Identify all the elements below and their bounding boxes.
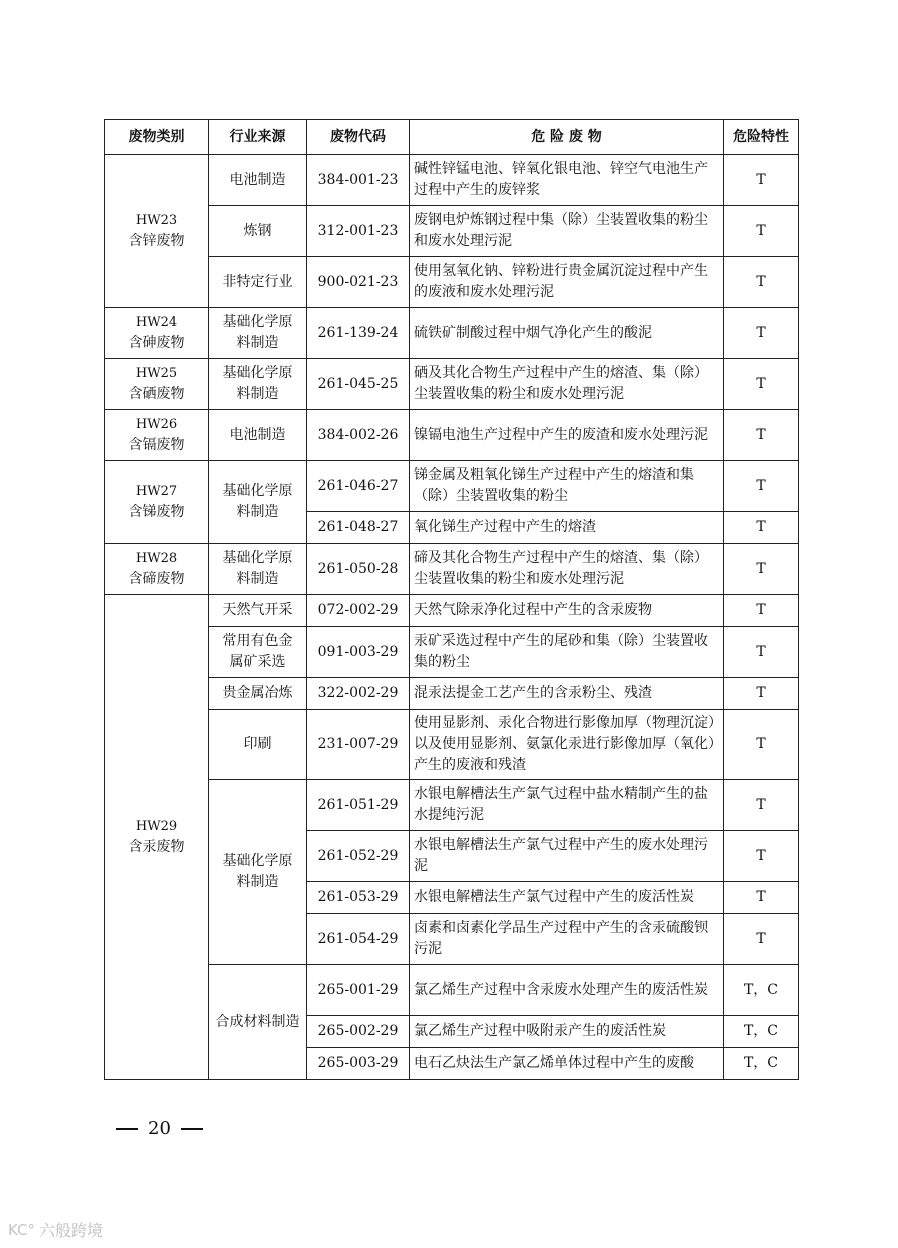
category-cell	[105, 544, 209, 595]
table-row	[105, 627, 799, 678]
waste-code: 231-007-29	[307, 710, 410, 780]
source-cell: 合成材料制造	[209, 965, 307, 1080]
hazard-property: T	[724, 206, 799, 257]
waste-code: 384-001-23	[307, 155, 410, 206]
source-line: 料制造	[236, 571, 279, 587]
waste-code: 312-001-23	[307, 206, 410, 257]
waste-code: 261-045-25	[307, 359, 410, 410]
source-cell	[209, 780, 307, 965]
hazard-property: T	[724, 678, 799, 710]
table-header-row	[105, 120, 799, 155]
source-line: 基础化学原	[222, 483, 293, 499]
waste-code: 261-052-29	[307, 831, 410, 882]
header-industry-source: 行业来源	[209, 120, 307, 155]
waste-code: 265-001-29	[307, 965, 410, 1016]
header-waste-code: 废物代码	[307, 120, 410, 155]
source-cell: 电池制造	[209, 410, 307, 461]
waste-code: 091-003-29	[307, 627, 410, 678]
hazard-property: T	[724, 155, 799, 206]
waste-code: 265-003-29	[307, 1048, 410, 1080]
table-row	[105, 359, 799, 410]
waste-code: 261-046-27	[307, 461, 410, 512]
waste-description: 镍镉电池生产过程中产生的废渣和废水处理污泥	[410, 410, 724, 461]
waste-description: 硒及其化合物生产过程中产生的熔渣、集（除）尘装置收集的粉尘和废水处理污泥	[410, 359, 724, 410]
table-row	[105, 710, 799, 780]
table-row	[105, 308, 799, 359]
category-code: HW25	[135, 366, 178, 381]
waste-code: 072-002-29	[307, 595, 410, 627]
source-line: 料制造	[236, 874, 279, 890]
page-number: 20	[148, 1118, 171, 1139]
table-row	[105, 206, 799, 257]
hazard-property: T	[724, 257, 799, 308]
category-name: 含锌废物	[128, 233, 185, 249]
source-cell: 天然气开采	[209, 595, 307, 627]
category-code: HW28	[135, 551, 178, 566]
table-row	[105, 780, 799, 831]
category-code: HW27	[135, 484, 178, 499]
category-name: 含锑废物	[128, 504, 185, 520]
source-cell	[209, 359, 307, 410]
hazard-property: T	[724, 595, 799, 627]
category-cell	[105, 410, 209, 461]
source-cell: 贵金属冶炼	[209, 678, 307, 710]
waste-description: 氯乙烯生产过程中吸附汞产生的废活性炭	[410, 1016, 724, 1048]
hazard-property: T	[724, 780, 799, 831]
waste-description: 天然气除汞净化过程中产生的含汞废物	[410, 595, 724, 627]
table-row	[105, 678, 799, 710]
source-cell: 电池制造	[209, 155, 307, 206]
waste-description: 水银电解槽法生产氯气过程中产生的废水处理污泥	[410, 831, 724, 882]
hazard-property: T	[724, 410, 799, 461]
waste-description: 混汞法提金工艺产生的含汞粉尘、残渣	[410, 678, 724, 710]
waste-description: 氯乙烯生产过程中含汞废水处理产生的废活性炭	[410, 965, 724, 1016]
category-code: HW23	[135, 213, 178, 228]
source-line: 属矿采选	[229, 654, 286, 670]
waste-description: 水银电解槽法生产氯气过程中产生的废活性炭	[410, 882, 724, 914]
watermark-text: 六般跨境	[39, 1221, 104, 1240]
table-row	[105, 544, 799, 595]
source-line: 料制造	[236, 335, 279, 351]
hazard-property: T	[724, 627, 799, 678]
waste-description: 锑金属及粗氧化锑生产过程中产生的熔渣和集（除）尘装置收集的粉尘	[410, 461, 724, 512]
category-name: 含碲废物	[128, 571, 185, 587]
waste-code: 261-054-29	[307, 914, 410, 965]
source-line: 基础化学原	[222, 365, 293, 381]
category-cell	[105, 359, 209, 410]
category-name: 含砷废物	[128, 335, 185, 351]
category-name: 含硒废物	[128, 386, 185, 402]
source-line: 料制造	[236, 386, 279, 402]
category-cell	[105, 595, 209, 1080]
hazard-property: T	[724, 882, 799, 914]
source-cell	[209, 627, 307, 678]
waste-description: 氧化锑生产过程中产生的熔渣	[410, 512, 724, 544]
footer-dash-right	[181, 1128, 203, 1130]
hazard-property: T	[724, 710, 799, 780]
header-hazardous-waste: 危 险 废 物	[410, 120, 724, 155]
hazard-property: T，C	[724, 1048, 799, 1080]
table-row	[105, 410, 799, 461]
waste-code: 261-048-27	[307, 512, 410, 544]
waste-description: 卤素和卤素化学品生产过程中产生的含汞硫酸钡污泥	[410, 914, 724, 965]
table-row	[105, 461, 799, 512]
hazard-property: T	[724, 308, 799, 359]
waste-code: 384-002-26	[307, 410, 410, 461]
footer-dash-left	[116, 1128, 138, 1130]
table-row	[105, 965, 799, 1016]
category-cell	[105, 155, 209, 308]
page-footer	[116, 1118, 203, 1139]
waste-code: 261-053-29	[307, 882, 410, 914]
hazardous-waste-table	[104, 119, 799, 1080]
hazard-property: T，C	[724, 965, 799, 1016]
source-cell: 炼钢	[209, 206, 307, 257]
waste-code: 261-139-24	[307, 308, 410, 359]
waste-description: 水银电解槽法生产氯气过程中盐水精制产生的盐水提纯污泥	[410, 780, 724, 831]
waste-code: 900-021-23	[307, 257, 410, 308]
waste-description: 废钢电炉炼钢过程中集（除）尘装置收集的粉尘和废水处理污泥	[410, 206, 724, 257]
source-line: 常用有色金	[222, 633, 293, 649]
table-row	[105, 257, 799, 308]
waste-description: 碲及其化合物生产过程中产生的熔渣、集（除）尘装置收集的粉尘和废水处理污泥	[410, 544, 724, 595]
category-cell	[105, 461, 209, 544]
hazard-property: T	[724, 544, 799, 595]
source-cell	[209, 461, 307, 544]
category-code: HW29	[135, 819, 178, 834]
waste-description: 使用显影剂、汞化合物进行影像加厚（物理沉淀）以及使用显影剂、氨氯化汞进行影像加厚（氧化）产生的废液和残渣	[410, 710, 724, 780]
header-hazard-property: 危险特性	[724, 120, 799, 155]
hazard-property: T	[724, 914, 799, 965]
source-line: 基础化学原	[222, 853, 293, 869]
waste-description: 硫铁矿制酸过程中烟气净化产生的酸泥	[410, 308, 724, 359]
source-cell	[209, 308, 307, 359]
table-row	[105, 595, 799, 627]
source-line: 基础化学原	[222, 550, 293, 566]
waste-code: 261-051-29	[307, 780, 410, 831]
source-cell	[209, 544, 307, 595]
category-cell	[105, 308, 209, 359]
category-code: HW24	[135, 315, 178, 330]
header-waste-category: 废物类别	[105, 120, 209, 155]
watermark-logo: KC°	[8, 1220, 35, 1239]
waste-code: 265-002-29	[307, 1016, 410, 1048]
hazard-property: T	[724, 512, 799, 544]
waste-description: 使用氢氧化钠、锌粉进行贵金属沉淀过程中产生的废液和废水处理污泥	[410, 257, 724, 308]
source-cell: 印刷	[209, 710, 307, 780]
watermark	[8, 1218, 103, 1241]
hazard-property: T	[724, 359, 799, 410]
waste-code: 322-002-29	[307, 678, 410, 710]
category-name: 含汞废物	[128, 839, 185, 855]
table-row	[105, 155, 799, 206]
waste-description: 汞矿采选过程中产生的尾砂和集（除）尘装置收集的粉尘	[410, 627, 724, 678]
waste-description: 电石乙炔法生产氯乙烯单体过程中产生的废酸	[410, 1048, 724, 1080]
hazard-property: T	[724, 461, 799, 512]
waste-description: 碱性锌锰电池、锌氧化银电池、锌空气电池生产过程中产生的废锌浆	[410, 155, 724, 206]
category-name: 含镉废物	[128, 437, 185, 453]
waste-code: 261-050-28	[307, 544, 410, 595]
source-line: 基础化学原	[222, 314, 293, 330]
source-line: 料制造	[236, 504, 279, 520]
source-cell: 非特定行业	[209, 257, 307, 308]
hazard-property: T，C	[724, 1016, 799, 1048]
hazard-property: T	[724, 831, 799, 882]
category-code: HW26	[135, 417, 178, 432]
